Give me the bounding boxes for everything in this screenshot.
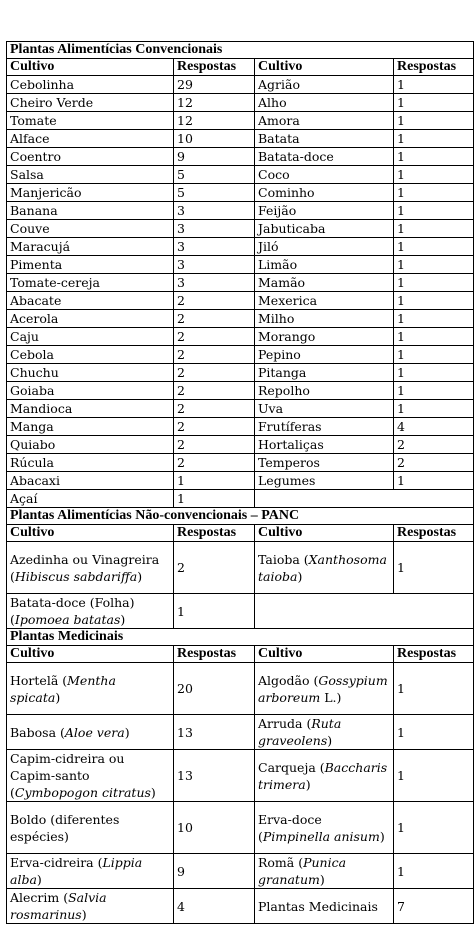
crop-name-cell: Salsa	[7, 166, 174, 184]
crop-cell	[255, 802, 394, 854]
crop-name-end: )	[305, 776, 311, 792]
crop-name-cell: Chuchu	[7, 364, 174, 382]
crop-name-cell: Batata	[255, 130, 394, 148]
scientific-name: Ruta graveolens	[258, 716, 342, 748]
response-count: 2	[174, 418, 255, 436]
table-row	[7, 130, 474, 148]
crop-cell	[7, 715, 174, 750]
response-count: 3	[174, 274, 255, 292]
crop-name: Romã (	[258, 855, 304, 870]
response-count: 4	[394, 418, 474, 436]
response-count: 1	[394, 310, 474, 328]
header-respostas: Respostas	[174, 59, 255, 76]
section-medicinal-row	[7, 629, 474, 646]
table-row	[7, 382, 474, 400]
scientific-name: Mentha spicata	[10, 672, 116, 705]
crop-name-cell: Manjericão	[7, 184, 174, 202]
crop-name-cell: Mexerica	[255, 292, 394, 310]
crop-cell	[7, 542, 174, 594]
crop-name: Taioba (	[258, 551, 309, 567]
crop-name-end: )	[124, 724, 130, 740]
crop-name-end: )	[379, 828, 385, 844]
section-panc-row	[7, 508, 474, 525]
table-row	[7, 238, 474, 256]
response-count: 1	[394, 292, 474, 310]
crop-name-cell: Tomate-cereja	[7, 274, 174, 292]
response-count: 10	[174, 802, 255, 854]
response-count: 1	[394, 166, 474, 184]
scientific-name: Baccharis trimera	[258, 759, 388, 792]
table-row	[7, 542, 474, 594]
table-row	[7, 274, 474, 292]
crop-cell: Plantas Medicinais	[255, 889, 394, 924]
crop-name-cell: Açaí	[7, 490, 174, 508]
table-row	[7, 802, 474, 854]
response-count: 5	[174, 166, 255, 184]
crop-name-cell: Feijão	[255, 202, 394, 220]
response-count: 1	[394, 750, 474, 802]
crop-name-cell: Couve	[7, 220, 174, 238]
response-count: 20	[174, 663, 255, 715]
table-row	[7, 715, 474, 750]
section-conventional-row	[7, 42, 474, 59]
table-row	[7, 256, 474, 274]
response-count: 1	[394, 663, 474, 715]
scientific-name: Punica granatum	[258, 855, 347, 887]
scientific-name: Lippia alba	[10, 855, 143, 887]
crop-name-end: )	[150, 785, 156, 800]
response-count: 3	[174, 238, 255, 256]
crop-cell	[7, 594, 174, 629]
crop-name-cell: Milho	[255, 310, 394, 328]
crop-cell	[7, 889, 174, 924]
crop-cell	[7, 663, 174, 715]
crop-cell	[7, 854, 174, 889]
table-row	[7, 400, 474, 418]
header-respostas: Respostas	[174, 646, 255, 663]
table-row	[7, 854, 474, 889]
crop-name-end: )	[137, 568, 143, 584]
crop-name-cell: Frutíferas	[255, 418, 394, 436]
crop-name: Azedinha ou Vinagreira (	[10, 551, 160, 584]
response-count: 1	[394, 328, 474, 346]
response-count: 13	[174, 715, 255, 750]
table-row	[7, 184, 474, 202]
crop-name-cell: Cebolinha	[7, 76, 174, 94]
scientific-name: Cymbopogon citratus	[14, 785, 151, 800]
crop-cell	[255, 715, 394, 750]
table-row	[7, 202, 474, 220]
table-row	[7, 94, 474, 112]
crop-name-cell: Caju	[7, 328, 174, 346]
response-count: 2	[174, 292, 255, 310]
crop-name-end: )	[297, 568, 303, 584]
crop-name-end: L.)	[320, 689, 342, 705]
crop-name-cell: Agrião	[255, 76, 394, 94]
header-respostas: Respostas	[174, 525, 255, 542]
crop-name: Carqueja (	[258, 759, 325, 775]
table-row	[7, 418, 474, 436]
response-count: 4	[174, 889, 255, 924]
crop-name-cell: Limão	[255, 256, 394, 274]
table-row	[7, 454, 474, 472]
header-respostas: Respostas	[394, 525, 474, 542]
crop-name-cell: Batata-doce	[255, 148, 394, 166]
crop-cell	[255, 854, 394, 889]
response-count: 1	[394, 364, 474, 382]
crop-name-cell: Manga	[7, 418, 174, 436]
table-row	[7, 112, 474, 130]
response-count: 12	[174, 94, 255, 112]
crop-name: Arruda (	[258, 716, 312, 731]
crop-name-end: )	[327, 733, 333, 748]
response-count: 13	[174, 750, 255, 802]
table-row	[7, 148, 474, 166]
crop-name: Algodão (	[258, 672, 319, 688]
crop-name: Babosa (	[10, 724, 65, 740]
crop-name-cell: Morango	[255, 328, 394, 346]
crop-cell	[255, 542, 394, 594]
crop-name-end: )	[81, 907, 87, 922]
response-count: 1	[394, 472, 474, 490]
response-count: 5	[174, 184, 255, 202]
crop-name: Alecrim (	[10, 890, 69, 905]
header-row	[7, 525, 474, 542]
table-row	[7, 364, 474, 382]
header-cultivo: Cultivo	[7, 59, 174, 76]
response-count: 2	[394, 454, 474, 472]
header-cultivo: Cultivo	[255, 646, 394, 663]
crop-name-cell: Jiló	[255, 238, 394, 256]
header-cultivo: Cultivo	[255, 525, 394, 542]
response-count: 1	[394, 94, 474, 112]
response-count: 1	[394, 542, 474, 594]
crop-name: Hortelã (	[10, 672, 68, 688]
table-row	[7, 310, 474, 328]
crop-name-cell: Goiaba	[7, 382, 174, 400]
response-count: 1	[394, 112, 474, 130]
crop-name-cell: Mamão	[255, 274, 394, 292]
header-cultivo: Cultivo	[7, 646, 174, 663]
scientific-name: Gossypium arboreum	[258, 672, 388, 705]
crop-name-cell: Hortaliças	[255, 436, 394, 454]
crop-name-cell: Alho	[255, 94, 394, 112]
scientific-name: Ipomoea batatas	[14, 612, 121, 627]
scientific-name: Salvia rosmarinus	[10, 890, 107, 922]
crop-name-cell: Pimenta	[7, 256, 174, 274]
crop-name-cell: Coco	[255, 166, 394, 184]
crop-name-cell: Acerola	[7, 310, 174, 328]
crop-name: Boldo (diferentes espécies)	[10, 811, 120, 844]
table-row	[7, 292, 474, 310]
header-cultivo: Cultivo	[7, 525, 174, 542]
table-row	[7, 594, 474, 629]
section-title-conventional: Plantas Alimentícias Convencionais	[7, 42, 474, 59]
scientific-name: Xanthosoma taioba	[258, 551, 387, 584]
crop-name-cell: Mandioca	[7, 400, 174, 418]
header-cultivo: Cultivo	[255, 59, 394, 76]
header-respostas: Respostas	[394, 59, 474, 76]
response-count: 29	[174, 76, 255, 94]
response-count: 1	[394, 76, 474, 94]
scientific-name: Aloe vera	[64, 724, 125, 740]
header-row	[7, 646, 474, 663]
crop-name-cell: Coentro	[7, 148, 174, 166]
response-count: 2	[174, 382, 255, 400]
crop-name-cell: Legumes	[255, 472, 394, 490]
crop-name-cell: Temperos	[255, 454, 394, 472]
header-row	[7, 59, 474, 76]
crop-name-cell: Cominho	[255, 184, 394, 202]
response-count: 1	[394, 148, 474, 166]
table-row	[7, 76, 474, 94]
response-count: 9	[174, 854, 255, 889]
response-count: 2	[394, 436, 474, 454]
response-count: 1	[174, 594, 255, 629]
crop-name-cell: Cheiro Verde	[7, 94, 174, 112]
response-count: 1	[394, 202, 474, 220]
response-count: 10	[174, 130, 255, 148]
crop-name-cell: Uva	[255, 400, 394, 418]
crop-name-end: )	[319, 872, 325, 887]
table-row	[7, 220, 474, 238]
table-row	[7, 436, 474, 454]
response-count: 1	[394, 184, 474, 202]
response-count: 9	[174, 148, 255, 166]
empty-cell	[255, 490, 474, 508]
response-count: 1	[394, 400, 474, 418]
crop-cell	[7, 802, 174, 854]
crop-name-cell: Quiabo	[7, 436, 174, 454]
section-title-medicinal: Plantas Medicinais	[7, 629, 474, 646]
table-row	[7, 663, 474, 715]
scientific-name: Pimpinella anisum	[262, 828, 380, 844]
response-count: 1	[394, 382, 474, 400]
crop-name-cell: Maracujá	[7, 238, 174, 256]
crop-name-end: )	[36, 872, 42, 887]
crop-name-cell: Alface	[7, 130, 174, 148]
response-count: 2	[174, 346, 255, 364]
response-count: 3	[174, 202, 255, 220]
response-count: 7	[394, 889, 474, 924]
crop-name-cell: Abacaxi	[7, 472, 174, 490]
response-count: 1	[174, 490, 255, 508]
response-count: 3	[174, 220, 255, 238]
response-count: 2	[174, 328, 255, 346]
crop-name-end: )	[120, 612, 126, 627]
table-row	[7, 889, 474, 924]
crop-name-cell: Pitanga	[255, 364, 394, 382]
scientific-name: Hibiscus sabdariffa	[14, 568, 138, 584]
response-count: 1	[394, 346, 474, 364]
response-count: 2	[174, 436, 255, 454]
crop-name-cell: Tomate	[7, 112, 174, 130]
response-count: 1	[394, 802, 474, 854]
response-count: 1	[394, 715, 474, 750]
response-count: 1	[394, 256, 474, 274]
crop-name: Erva-doce (	[258, 811, 322, 844]
table-row	[7, 328, 474, 346]
crop-name: Batata-doce (Folha) (	[10, 595, 135, 627]
table-row	[7, 490, 474, 508]
response-count: 2	[174, 454, 255, 472]
response-count: 2	[174, 542, 255, 594]
table-row	[7, 166, 474, 184]
crop-cell	[7, 750, 174, 802]
crop-table-container	[6, 41, 474, 924]
response-count: 1	[394, 220, 474, 238]
response-count: 12	[174, 112, 255, 130]
crop-name: Capim-cidreira ou Capim-santo (	[10, 751, 125, 800]
response-count: 1	[394, 130, 474, 148]
crop-name-cell: Jabuticaba	[255, 220, 394, 238]
crop-name-cell: Cebola	[7, 346, 174, 364]
response-count: 1	[394, 274, 474, 292]
response-count: 2	[174, 400, 255, 418]
crop-name-cell: Amora	[255, 112, 394, 130]
response-count: 2	[174, 364, 255, 382]
response-count: 1	[174, 472, 255, 490]
table-row	[7, 750, 474, 802]
empty-cell	[255, 594, 474, 629]
response-count: 1	[394, 238, 474, 256]
crop-name-cell: Rúcula	[7, 454, 174, 472]
response-count: 3	[174, 256, 255, 274]
crop-name-cell: Repolho	[255, 382, 394, 400]
header-respostas: Respostas	[394, 646, 474, 663]
section-title-panc: Plantas Alimentícias Não-convencionais – PANC	[7, 508, 474, 525]
crop-responses-table	[6, 41, 474, 924]
crop-cell	[255, 750, 394, 802]
crop-name-end: )	[55, 689, 61, 705]
table-row	[7, 346, 474, 364]
response-count: 2	[174, 310, 255, 328]
response-count: 1	[394, 854, 474, 889]
crop-cell	[255, 663, 394, 715]
crop-name-cell: Pepino	[255, 346, 394, 364]
crop-name: Erva-cidreira (	[10, 855, 103, 870]
crop-name-cell: Abacate	[7, 292, 174, 310]
table-row	[7, 472, 474, 490]
crop-name-cell: Banana	[7, 202, 174, 220]
